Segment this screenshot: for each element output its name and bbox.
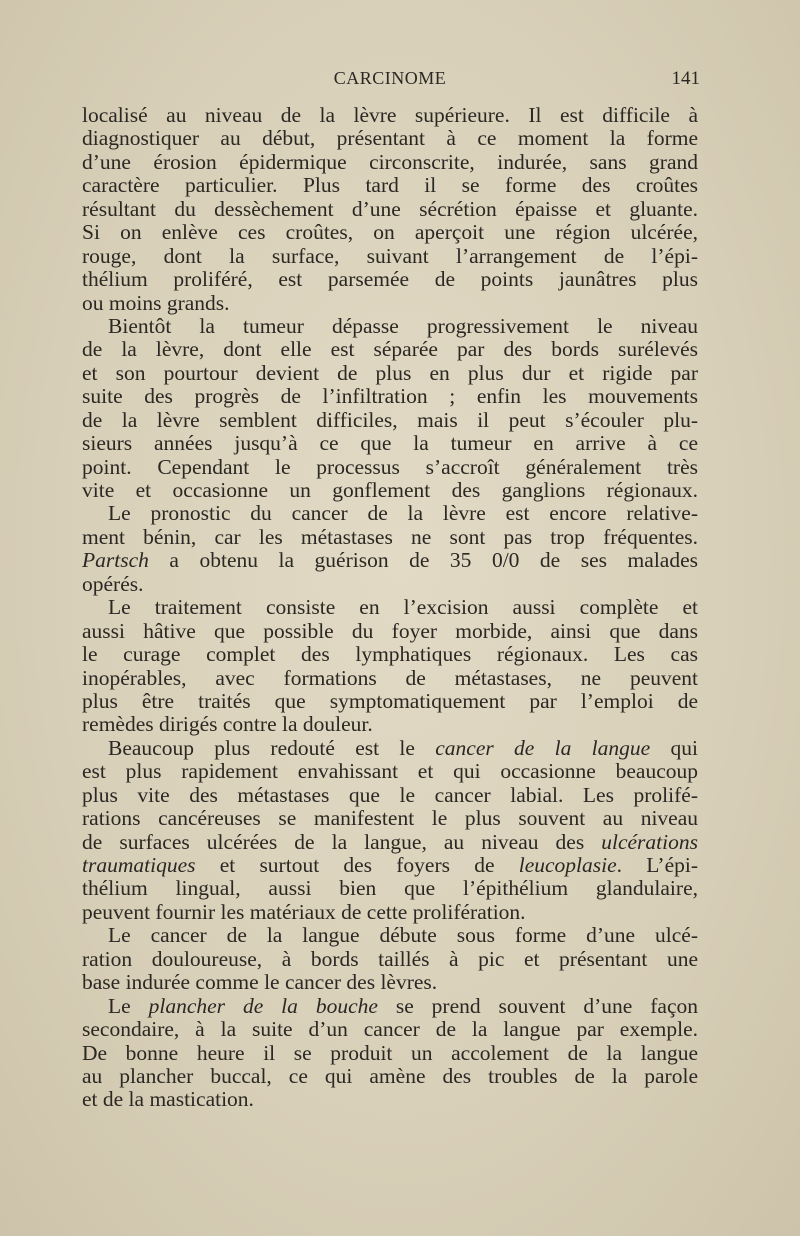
text-segment: . L’épi-	[616, 853, 698, 877]
emphasis-ulcerations: ulcérations	[601, 829, 698, 854]
text-line: ration douloureuse, à bords taillés à pic et présentant une	[82, 946, 698, 971]
text-line: résultant du dessèchement d’une sécrétion épaisse et gluante.	[82, 196, 698, 221]
text-line: vite et occasionne un gonflement des ganglions régionaux.	[82, 478, 698, 502]
text-line: Si on enlève ces croûtes, on aperçoit une région ulcérée,	[82, 220, 698, 245]
text-line: de la lèvre semblent difficiles, mais il peut s’écouler plu-	[82, 407, 698, 432]
page-number: 141	[671, 68, 700, 89]
text-line: base indurée comme le cancer des lèvres.	[82, 970, 438, 995]
text-line: Le cancer de la langue débute sous forme d’une ulcé-	[108, 923, 698, 948]
text-line: ment bénin, car les métastases ne sont pas trop fréquentes.	[82, 524, 698, 549]
text-line: rations cancéreuses se manifestent le plus souvent au niveau	[82, 806, 698, 831]
text-line	[82, 831, 698, 854]
text-segment: et surtout des foyers de	[195, 853, 519, 877]
text-line: est plus rapidement envahissant et qui occasionne beaucoup	[82, 759, 698, 784]
emphasis-plancher-bouche: plancher de la bouche	[148, 993, 378, 1018]
text-line: sieurs années jusqu’à ce que la tumeur en arrive à ce	[82, 431, 698, 456]
text-line: Le traitement consiste en l’excision aussi complète et	[108, 595, 698, 620]
text-line: aussi hâtive que possible du foyer morbide, ainsi que dans	[82, 618, 698, 643]
text-line: thélium proliféré, est parsemée de points jaunâtres plus	[82, 267, 698, 292]
text-line: diagnostiquer au début, présentant à ce moment la forme	[82, 126, 698, 151]
text-line: remèdes dirigés contre la douleur.	[82, 712, 373, 737]
text-segment: se prend souvent d’une façon	[377, 993, 698, 1018]
text-line: d’une érosion épidermique circonscrite, indurée, sans grand	[82, 149, 698, 174]
text-line: localisé au niveau de la lèvre supérieure. Il est difficile à	[82, 103, 698, 127]
text-segment: de surfaces ulcérées de la langue, au niveau des	[82, 829, 602, 854]
text-line: suite des progrès de l’infiltration ; enfin les mouvements	[82, 384, 698, 409]
text-line: peuvent fournir les matériaux de cette prolifération.	[82, 899, 526, 924]
text-line	[82, 995, 698, 1018]
text-line: Le pronostic du cancer de la lèvre est encore relative-	[108, 501, 698, 526]
page-header	[82, 68, 698, 92]
text-line: et de la mastication.	[82, 1087, 254, 1112]
emphasis-cancer-langue: cancer de la langue	[435, 735, 651, 760]
emphasis-leucoplasie: leucoplasie	[518, 853, 617, 877]
text-line: plus vite des métastases que le cancer labial. Les prolifé-	[82, 782, 698, 807]
text-line: ou moins grands.	[82, 290, 230, 315]
text-line: de la lèvre, dont elle est séparée par des bords surélevés	[82, 337, 698, 362]
text-segment: Beaucoup plus redouté est le	[108, 735, 436, 760]
text-segment: qui	[650, 735, 698, 760]
text-line: au plancher buccal, ce qui amène des troubles de la parole	[82, 1063, 698, 1088]
text-line: thélium lingual, aussi bien que l’épithélium glandulaire,	[82, 876, 698, 901]
text-line	[82, 549, 698, 572]
text-line: opérés.	[82, 571, 144, 596]
text-line: le curage complet des lymphatiques régionaux. Les cas	[82, 642, 698, 667]
text-segment: a obtenu la guérison de 35 0/0 de ses malades	[148, 548, 698, 573]
text-line	[82, 737, 698, 760]
text-line: caractère particulier. Plus tard il se forme des croûtes	[82, 173, 698, 198]
text-line: secondaire, à la suite d’un cancer de la langue par exemple.	[82, 1017, 698, 1042]
body-text	[82, 104, 698, 1112]
text-line: et son pourtour devient de plus en plus dur et rigide par	[82, 360, 698, 385]
text-line: rouge, dont la surface, suivant l’arrangement de l’épi-	[82, 243, 698, 268]
text-line	[82, 854, 698, 877]
text-line: De bonne heure il se produit un accolement de la langue	[82, 1040, 698, 1065]
text-line: Bientôt la tumeur dépasse progressivement le niveau	[108, 313, 698, 338]
text-line: inopérables, avec formations de métastases, ne peuvent	[82, 665, 698, 690]
text-line: plus être traités que symptomatiquement par l’emploi de	[82, 688, 698, 713]
text-segment: Le	[108, 993, 149, 1018]
emphasis-traumatiques: traumatiques	[82, 853, 196, 877]
running-title: CARCINOME	[333, 68, 447, 88]
text-line: point. Cependant le processus s’accroît généralement très	[82, 454, 698, 479]
author-name-partsch: Partsch	[82, 548, 149, 573]
